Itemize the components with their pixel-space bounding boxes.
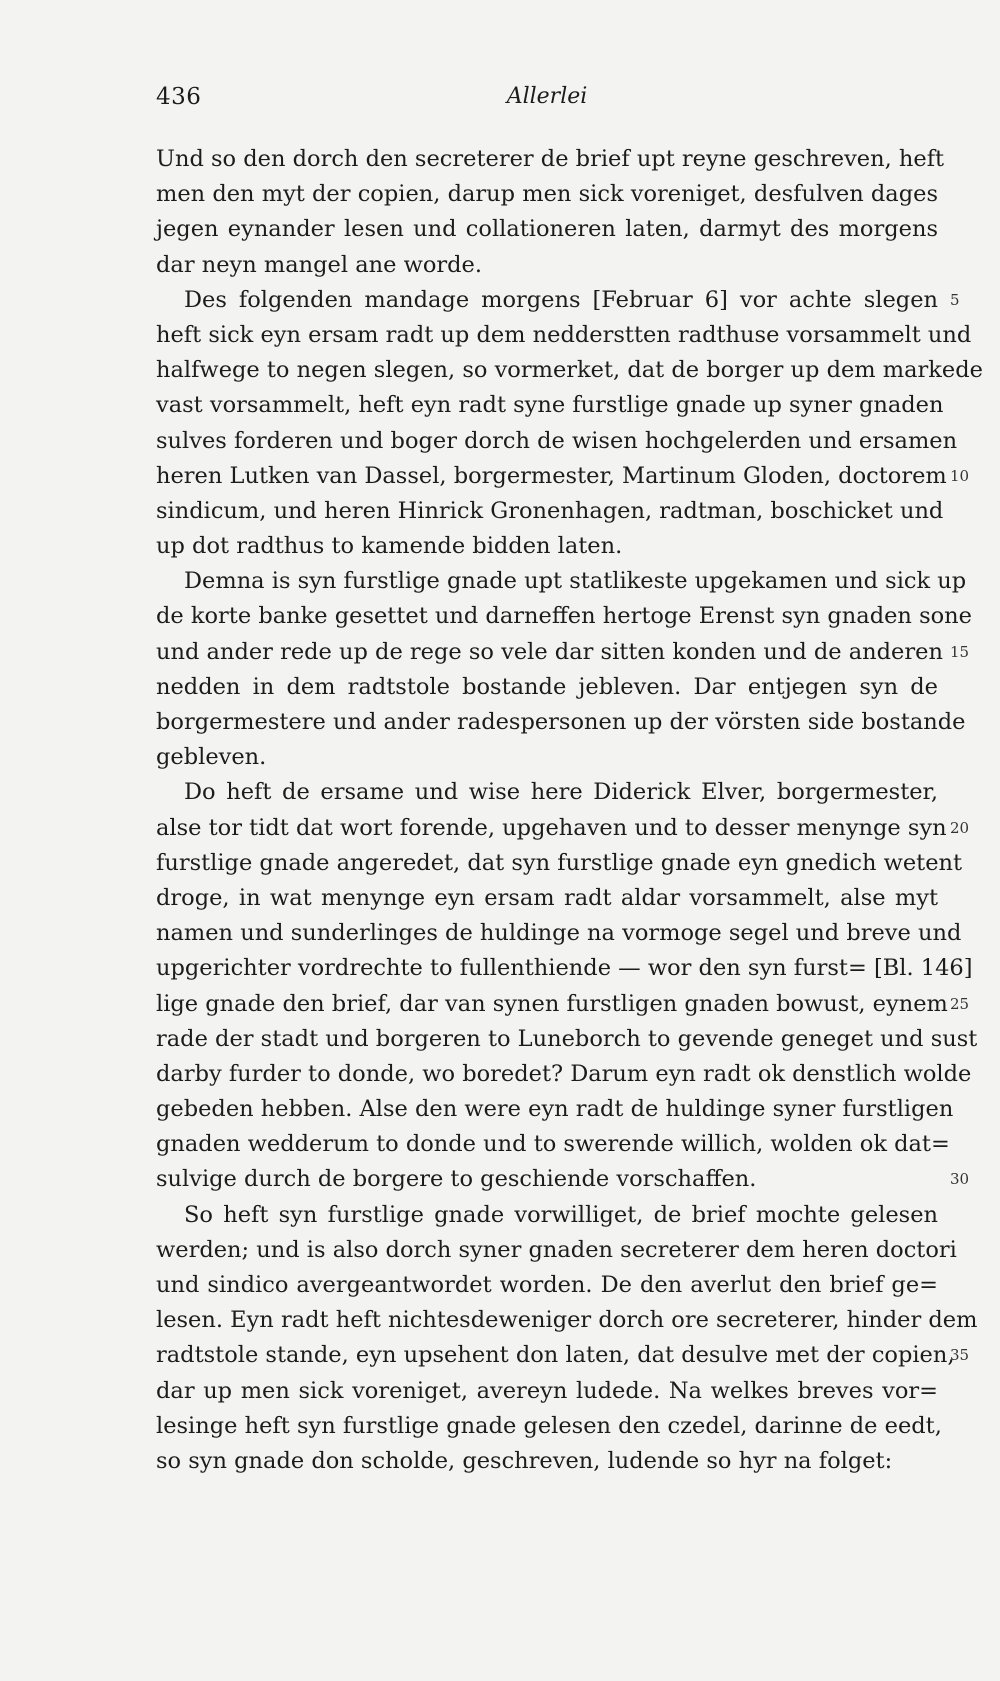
text-line-content: rade der stadt und borgeren to Luneborch to gevende geneget und sust (156, 1025, 978, 1052)
margin-line-number: 10 (950, 466, 970, 485)
text-line (156, 1444, 938, 1479)
text-line (156, 459, 970, 494)
text-line-content: darby furder to donde, wo boredet? Darum eyn radt ok denstlich wolde (156, 1060, 972, 1087)
text-line-content: So heft syn furstlige gnade vorwilliget, de brief mochte gelesen (184, 1201, 938, 1228)
page-number: 436 (156, 84, 202, 110)
text-line (156, 529, 938, 564)
text-line-content: dar up men sick voreniget, avereyn ludede. Na welkes breves vor= (156, 1377, 938, 1404)
text-line (156, 1303, 978, 1338)
text-line (156, 424, 958, 459)
text-line-content: jegen eynander lesen und collationeren laten, darmyt des morgens (156, 216, 938, 243)
text-line-content: de korte banke gesettet und darneffen hertoge Erenst syn gnaden sone (156, 603, 972, 630)
text-line-content: nedden in dem radtstole bostande jebleven. Dar entjegen syn de (156, 673, 938, 700)
text-line (156, 1233, 957, 1268)
text-line-content: dar neyn mangel ane worde. (156, 251, 482, 278)
text-line (156, 705, 966, 740)
text-line-content: upgerichter vordrechte to fullenthiende — wor den syn furst= [Bl. 146] (156, 955, 973, 982)
text-line-content: heren Lutken van Dassel, borgermester, Martinum Gloden, doctorem (156, 462, 947, 489)
text-line-content: droge, in wat menynge eyn ersam radt aldar vorsammelt, alse myt (156, 884, 938, 911)
text-line (156, 1198, 938, 1233)
text-line (156, 775, 938, 810)
text-line-content: lesen. Eyn radt heft nichtesdeweniger dorch ore secreterer, hinder dem (156, 1307, 978, 1334)
text-line (156, 494, 944, 529)
text-line (156, 318, 972, 353)
text-line (156, 635, 970, 670)
text-line-content: halfwege to negen slegen, so vormerket, dat de borger up dem markede (156, 357, 983, 384)
text-line-content: Demna is syn furstlige gnade upt statlikeste upgekamen und sick up (184, 568, 967, 595)
text-line-content: sulvige durch de borgere to geschiende vorschaffen. (156, 1166, 757, 1193)
text-line (156, 1057, 972, 1092)
text-line (156, 916, 962, 951)
margin-line-number: 20 (950, 818, 970, 837)
text-line (156, 248, 938, 283)
text-line (156, 846, 963, 881)
text-line (156, 599, 972, 634)
margin-line-number: 25 (950, 994, 970, 1013)
text-line (156, 951, 973, 986)
text-line-content: vast vorsammelt, heft eyn radt syne furstlige gnade up syner gnaden (156, 392, 944, 419)
text-line-content: men den myt der copien, darup men sick voreniget, desfulven dages (156, 181, 938, 208)
text-line-content: und ander rede up de rege so vele dar sitten konden und de anderen (156, 638, 943, 665)
text-line (156, 1162, 970, 1197)
text-line-content: heft sick eyn ersam radt up dem nedderstten radthuse vorsammelt und (156, 321, 972, 348)
text-line-content: gebleven. (156, 744, 267, 771)
text-line (156, 283, 960, 318)
text-line (156, 212, 938, 247)
text-line (156, 811, 970, 846)
text-line (156, 1268, 938, 1303)
body-text (156, 142, 983, 1479)
text-line (156, 177, 938, 212)
text-line-content: alse tor tidt dat wort forende, upgehaven und to desser menynge syn (156, 814, 947, 841)
text-line-content: gebeden hebben. Alse den were eyn radt de huldinge syner furstligen (156, 1096, 954, 1123)
text-line (156, 142, 945, 177)
margin-line-number: 35 (950, 1346, 970, 1365)
text-line-content: werden; und is also dorch syner gnaden secreterer dem heren doctori (156, 1236, 957, 1263)
text-line-content: so syn gnade don scholde, geschreven, ludende so hyr na folget: (156, 1447, 893, 1474)
text-line (156, 987, 970, 1022)
text-line (156, 1127, 950, 1162)
text-line (156, 1409, 942, 1444)
text-line-content: Und so den dorch den secreterer de brief upt reyne geschreven, heft (156, 146, 945, 172)
text-line (156, 1338, 970, 1373)
text-line-content: lesinge heft syn furstlige gnade gelesen den czedel, darinne de eedt, (156, 1412, 942, 1439)
text-line (156, 564, 967, 599)
text-line-content: und sindico avergeantwordet worden. De den averlut den brief ge= (156, 1272, 938, 1298)
margin-line-number: 30 (950, 1170, 970, 1189)
text-line-content: namen und sunderlinges de huldinge na vormoge segel und breve und (156, 920, 962, 947)
page-header (156, 84, 938, 124)
margin-line-number: 15 (950, 642, 970, 661)
text-line (156, 740, 938, 775)
text-line (156, 388, 944, 423)
margin-line-number: 5 (950, 290, 960, 309)
text-line-content: sulves forderen und boger dorch de wisen hochgelerden und ersamen (156, 427, 958, 454)
text-line-content: radtstole stande, eyn upsehent don laten, dat desulve met der copien, (156, 1342, 955, 1369)
text-line-content: sindicum, und heren Hinrick Gronenhagen, radtman, boschicket und (156, 497, 944, 524)
text-line-content: lige gnade den brief, dar van synen furstligen gnaden bowust, eynem (156, 990, 948, 1017)
text-line (156, 670, 938, 705)
text-line-content: up dot radthus to kamende bidden laten. (156, 533, 623, 560)
text-line-content: furstlige gnade angeredet, dat syn furstlige gnade eyn gnedich wetent (156, 849, 963, 876)
text-line (156, 353, 983, 388)
text-line (156, 1022, 978, 1057)
text-line (156, 1092, 954, 1127)
text-line-content: borgermestere und ander radespersonen up der vörsten side bostande (156, 709, 966, 735)
text-line-content: Do heft de ersame und wise here Diderick Elver, borgermester, (184, 779, 938, 806)
text-line-content: gnaden wedderum to donde und to swerende willich, wolden ok dat= (156, 1131, 950, 1158)
text-line-content: Des folgenden mandage morgens [Februar 6] vor achte slegen (184, 286, 938, 313)
text-line (156, 1374, 938, 1409)
text-line (156, 881, 938, 916)
running-title: Allerlei (506, 84, 588, 109)
